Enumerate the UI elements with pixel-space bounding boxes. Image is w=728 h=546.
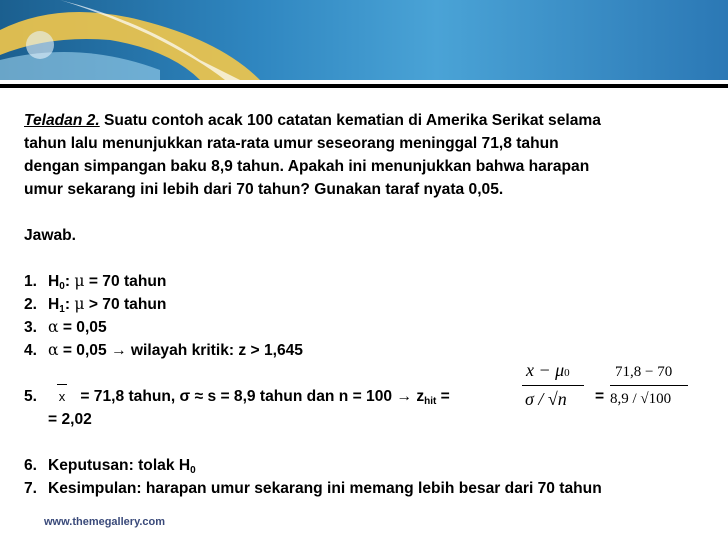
problem-line-4: umur sekarang ini lebih dari 70 tahun? Gunakan taraf nyata 0,05. (24, 181, 504, 198)
header-banner (0, 0, 728, 80)
fraction-1-numerator: x − μ0 (526, 360, 570, 380)
problem-text-1: Suatu contoh acak 100 catatan kematian di Amerika Serikat selama (99, 112, 601, 129)
step-2: 2. $H_1$: μ > 70 tahun (24, 295, 167, 315)
answer-label: Jawab. (24, 227, 77, 244)
arrow-icon: → (396, 388, 412, 405)
equals-sign: = (595, 388, 605, 405)
step-3: 3. α = 0,05 (24, 318, 107, 336)
step-6: 6. Keputusan: tolak $H_0$ (24, 457, 196, 476)
header-rule (0, 84, 728, 88)
problem-line-3: dengan simpangan baku 8,9 tahun. Apakah ini menunjukkan bahwa harapan (24, 158, 590, 175)
alpha-symbol: α (48, 341, 59, 359)
banner-decoration (0, 0, 728, 80)
step-5: 5. x = 71,8 tahun, σ ≈ s = 8,9 tahun dan $n = 100 \to z_{hit}$ = = (24, 385, 714, 408)
xbar-symbol: x (48, 385, 76, 408)
fraction-2-numerator: 71,8 − 70 (615, 364, 673, 380)
alpha-symbol: α (48, 318, 59, 336)
mu-symbol: μ (74, 272, 85, 290)
fraction-2-denominator: 8,9 / √100 (610, 391, 672, 407)
arrow-icon: → (111, 342, 127, 359)
step-1: 1. $H_0$: μ = 70 tahun (24, 272, 167, 292)
step-4: 4. α = 0,05 → wilayah kritik: z > 1,645 (24, 341, 303, 359)
problem-first-line (24, 109, 714, 132)
mu-symbol: μ (74, 295, 85, 313)
step-7: 7. Kesimpulan: harapan umur sekarang ini memang lebih besar dari 70 tahun (24, 480, 602, 497)
fraction-2-bar (610, 385, 688, 386)
step-5-result: = 2,02 (48, 411, 92, 428)
fraction-1-bar (522, 385, 584, 386)
example-label: Teladan 2. (24, 112, 100, 129)
slide-content (24, 109, 714, 500)
fraction-1-denominator: σ / √n (525, 389, 567, 409)
footer-url: www.themegallery.com (44, 516, 166, 528)
problem-line-2: tahun lalu menunjukkan rata-rata umur seseorang meninggal 71,8 tahun (24, 135, 559, 152)
